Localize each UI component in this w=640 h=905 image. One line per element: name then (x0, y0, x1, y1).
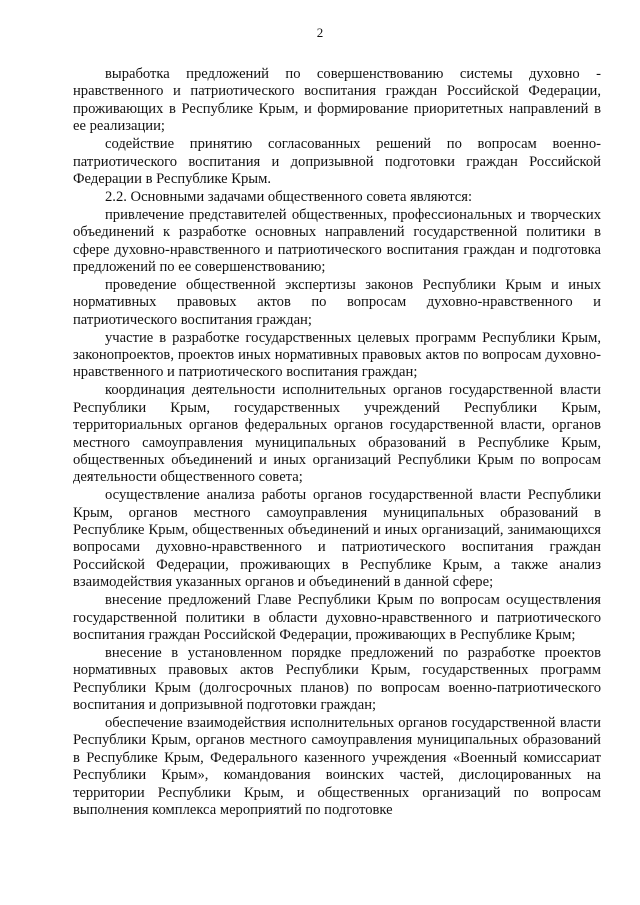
paragraph-public-expertise: проведение общественной экспертизы законов Республики Крым и иных нормативных правовых актов по вопросам духовно-нравственного и патриотического воспитания граждан; (73, 276, 601, 328)
section-heading-main-tasks: 2.2. Основными задачами общественного совета являются: (105, 188, 473, 205)
paragraph-involvement: привлечение представителей общественных, профессиональных и творческих объединений к разработке основных направлений государственной политики в сфере духовно-нравственного и патриотического воспитания граждан и подготовка предложений по ее совершенствованию; (73, 206, 601, 275)
page-number: 2 (316, 25, 324, 40)
paragraph-coordinated-decisions: содействие принятию согласованных решений по вопросам военно-патриотического воспитания и допризывной подготовки граждан Российской Федерации в Республике Крым. (73, 136, 601, 187)
paragraph-program-participation: участие в разработке государственных целевых программ Республики Крым, законопроектов, проектов иных нормативных правовых актов по вопросам духовно-нравственного и патриотического воспитания граждан; (73, 329, 601, 381)
paragraph-legal-drafts: внесение в установленном порядке предложений по разработке проектов нормативных правовых актов Республики Крым, государственных программ Республики Крым (долгосрочных планов) по вопросам военно-патриотического воспитания и допризывной подготовки граждан; (73, 644, 601, 714)
paragraph-proposals-to-head: внесение предложений Главе Республики Крым по вопросам осуществления государственной политики в области духовно-нравственного и патриотического воспитания граждан Российской Федерации, проживающих в Республике Крым; (73, 592, 601, 643)
paragraph-coordination: координация деятельности исполнительных органов государственной власти Республики Крым, государственных учреждений Республики Крым, территориальных органов федеральных органов государственной власти, органов местного самоуправления муниципальных образований в Республике Крым, общественных объединений и иных организаций Республики Крым по вопросам деятельности общественного совета; (73, 382, 601, 486)
paragraph-analysis: осуществление анализа работы органов государственной власти Республики Крым, органов местного самоуправления муниципальных образований в Республике Крым, общественных объединений и иных организаций, занимающихся вопросами духовно-нравственного и патриотического воспитания граждан Российской Федерации, проживающих в Республике Крым, а также анализ взаимодействия указанных органов и объединений в данной сфере; (73, 487, 601, 591)
paragraph-proposals-development: выработка предложений по совершенствованию системы духовно - нравственного и патриотического воспитания граждан Российской Федерации, проживающих в Республике Крым, и формирование приоритетных направлений в ее реализации; (73, 66, 601, 135)
paragraph-interaction: обеспечение взаимодействия исполнительных органов государственной власти Республики Крым, органов местного самоуправления муниципальных образований в Республике Крым, Федерального казенного учреждения «Военный комиссариат Республики Крым», командования воинских частей, дислоцированных на территории Республики Крым, и общественных организаций по вопросам выполнения комплекса мероприятий по подготовке (73, 715, 601, 819)
document-body (73, 66, 601, 819)
